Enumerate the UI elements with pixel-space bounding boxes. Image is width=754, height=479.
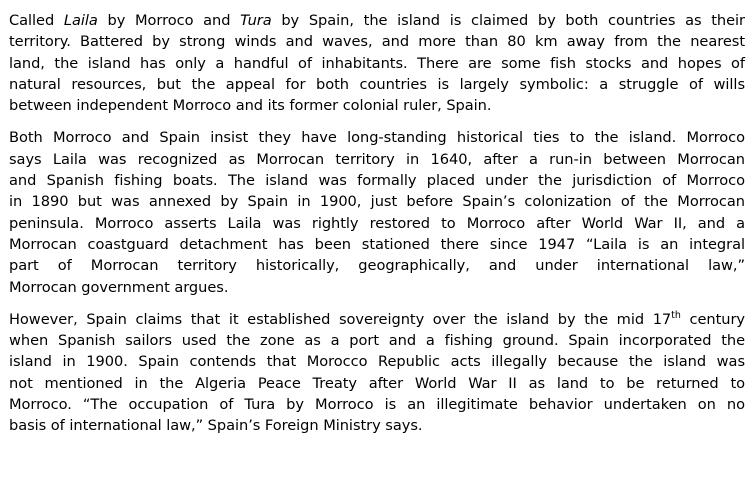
text-line: island in 1900. Spain contends that Morocco Republic acts illegally because the island was [9, 353, 745, 371]
text-line: Morrocan coastguard detachment has been stationed there since 1947 “Laila is an integral [9, 235, 745, 253]
text-line: between independent Morroco and its former colonial ruler, Spain. [9, 97, 492, 115]
text-line [9, 309, 745, 330]
text-run: However, Spain claims that it established sovereignty over the island by the mid 17 [9, 310, 672, 328]
text-line: when Spanish sailors used the zone as a port and a fishing ground. Spain incorporated the [9, 332, 745, 350]
text-run: by Spain, the island is claimed by both countries as their [271, 12, 745, 29]
text-line: territory. Battered by strong winds and waves, and more than 80 km away from the nearest [9, 33, 745, 51]
text-line [9, 10, 745, 31]
text-run: Called [9, 12, 64, 29]
italic-name-tura: Tura [240, 12, 272, 29]
text-line: says Laila was recognized as Morrocan territory in 1640, after a run-in between Morrocan [9, 150, 745, 168]
text-line: Morrocan government argues. [9, 278, 229, 296]
paragraph-3 [9, 309, 745, 437]
paragraph-2 [9, 127, 745, 297]
text-line: basis of international law,” Spain’s Foreign Ministry says. [9, 417, 423, 435]
text-line: in 1890 but was annexed by Spain in 1900, just before Spain’s colonization of the Morrocan [9, 193, 745, 211]
text-line: peninsula. Morroco asserts Laila was rightly restored to Morroco after World War II, and a [9, 214, 745, 232]
paragraph-1 [9, 10, 745, 116]
text-line: part of Morrocan territory historically, geographically, and under international law,” [9, 257, 745, 275]
text-run: century [680, 310, 745, 328]
text-line: and Spanish fishing boats. The island was formally placed under the jurisdiction of Morroco [9, 172, 745, 190]
italic-name-laila: Laila [63, 12, 98, 29]
text-line: Both Morroco and Spain insist they have long-standing historical ties to the island. Morroco [9, 129, 745, 147]
ordinal-superscript: th [671, 309, 681, 321]
text-line: Morroco. “The occupation of Tura by Morroco is an illegitimate behavior undertaken on no [9, 396, 745, 414]
text-line: land, the island has only a handful of inhabitants. There are some fish stocks and hopes of [9, 54, 745, 72]
text-line: not mentioned in the Algeria Peace Treaty after World War II as land to be returned to [9, 374, 745, 392]
text-run: by Morroco and [97, 12, 241, 29]
text-line: natural resources, but the appeal for both countries is largely symbolic: a struggle of wills [9, 75, 745, 93]
